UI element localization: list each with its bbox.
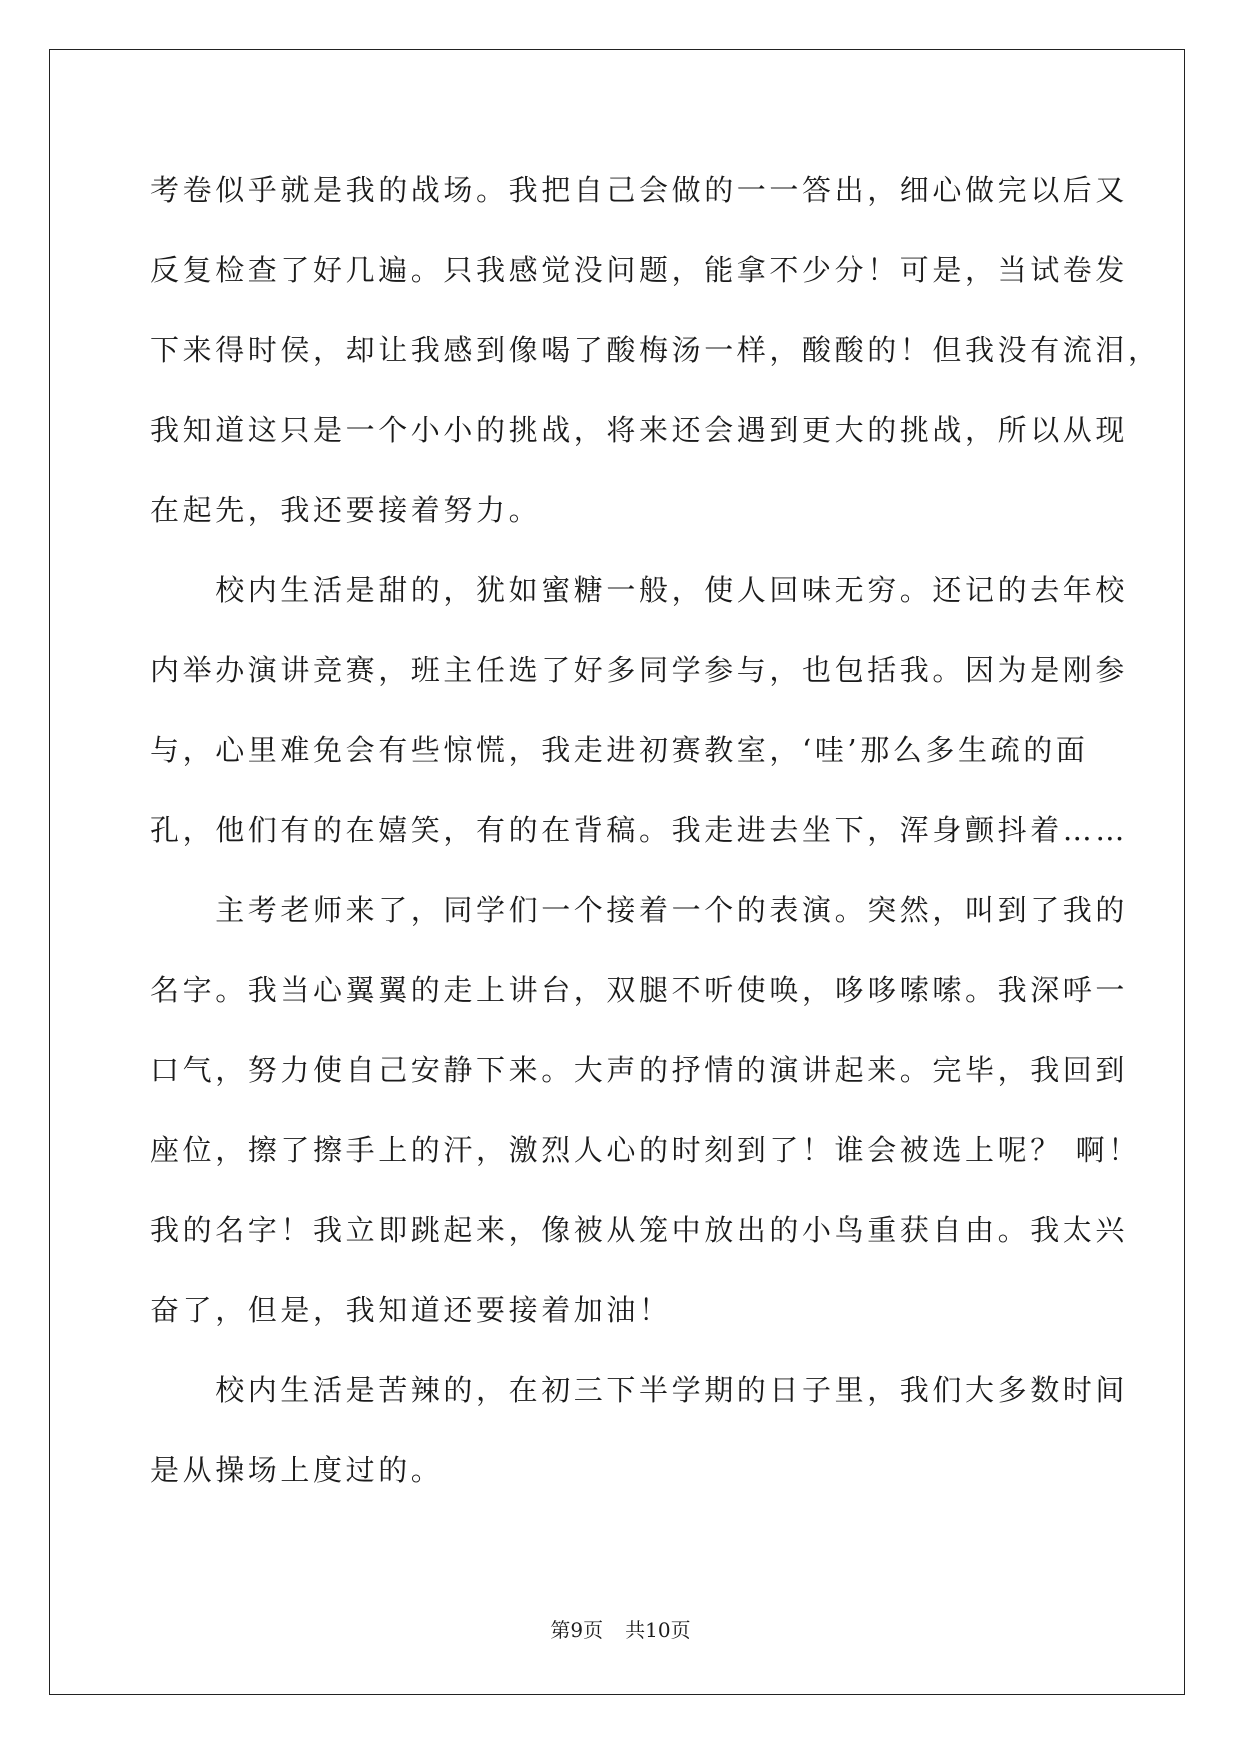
- text-line: 反复检查了好几遍。只我感觉没问题，能拿不少分！可是，当试卷发: [150, 253, 1129, 287]
- text-line: 主考老师来了，同学们一个接着一个的表演。突然，叫到了我的: [150, 893, 1129, 927]
- text-line: 与，心里难免会有些惊慌，我走进初赛教室，‘哇’那么多生疏的面: [150, 733, 1089, 767]
- page-footer: [0, 1618, 1241, 1642]
- text-line: 是从操场上度过的。: [150, 1453, 444, 1487]
- text-line: 校内生活是苦辣的，在初三下半学期的日子里，我们大多数时间: [150, 1373, 1129, 1407]
- text-line: 考卷似乎就是我的战场。我把自己会做的一一答出，细心做完以后又: [150, 173, 1129, 207]
- text-line: 在起先，我还要接着努力。: [150, 493, 542, 527]
- text-line: 奋了，但是，我知道还要接着加油！: [150, 1293, 672, 1327]
- text-line: 孔，他们有的在嬉笑，有的在背稿。我走进去坐下，浑身颤抖着……: [150, 813, 1129, 847]
- text-line: 我知道这只是一个小小的挑战，将来还会遇到更大的挑战，所以从现: [150, 413, 1129, 447]
- text-line: 座位，擦了擦手上的汗，激烈人心的时刻到了！谁会被选上呢？ 啊！: [150, 1133, 1141, 1167]
- page-border: [49, 49, 1185, 1695]
- text-line: 名字。我当心翼翼的走上讲台，双腿不听使唤，哆哆嗦嗦。我深呼一: [150, 973, 1129, 1007]
- page-number: 第9页: [550, 1618, 604, 1642]
- page-total: 共10页: [625, 1618, 691, 1642]
- text-line: 口气，努力使自己安静下来。大声的抒情的演讲起来。完毕，我回到: [150, 1053, 1129, 1087]
- text-line: 内举办演讲竞赛，班主任选了好多同学参与，也包括我。因为是刚参: [150, 653, 1129, 687]
- text-line: 校内生活是甜的，犹如蜜糖一般，使人回味无穷。还记的去年校: [150, 573, 1129, 607]
- text-line: 下来得时侯，却让我感到像喝了酸梅汤一样，酸酸的！但我没有流泪，: [150, 333, 1161, 367]
- text-line: 我的名字！我立即跳起来，像被从笼中放出的小鸟重获自由。我太兴: [150, 1213, 1129, 1247]
